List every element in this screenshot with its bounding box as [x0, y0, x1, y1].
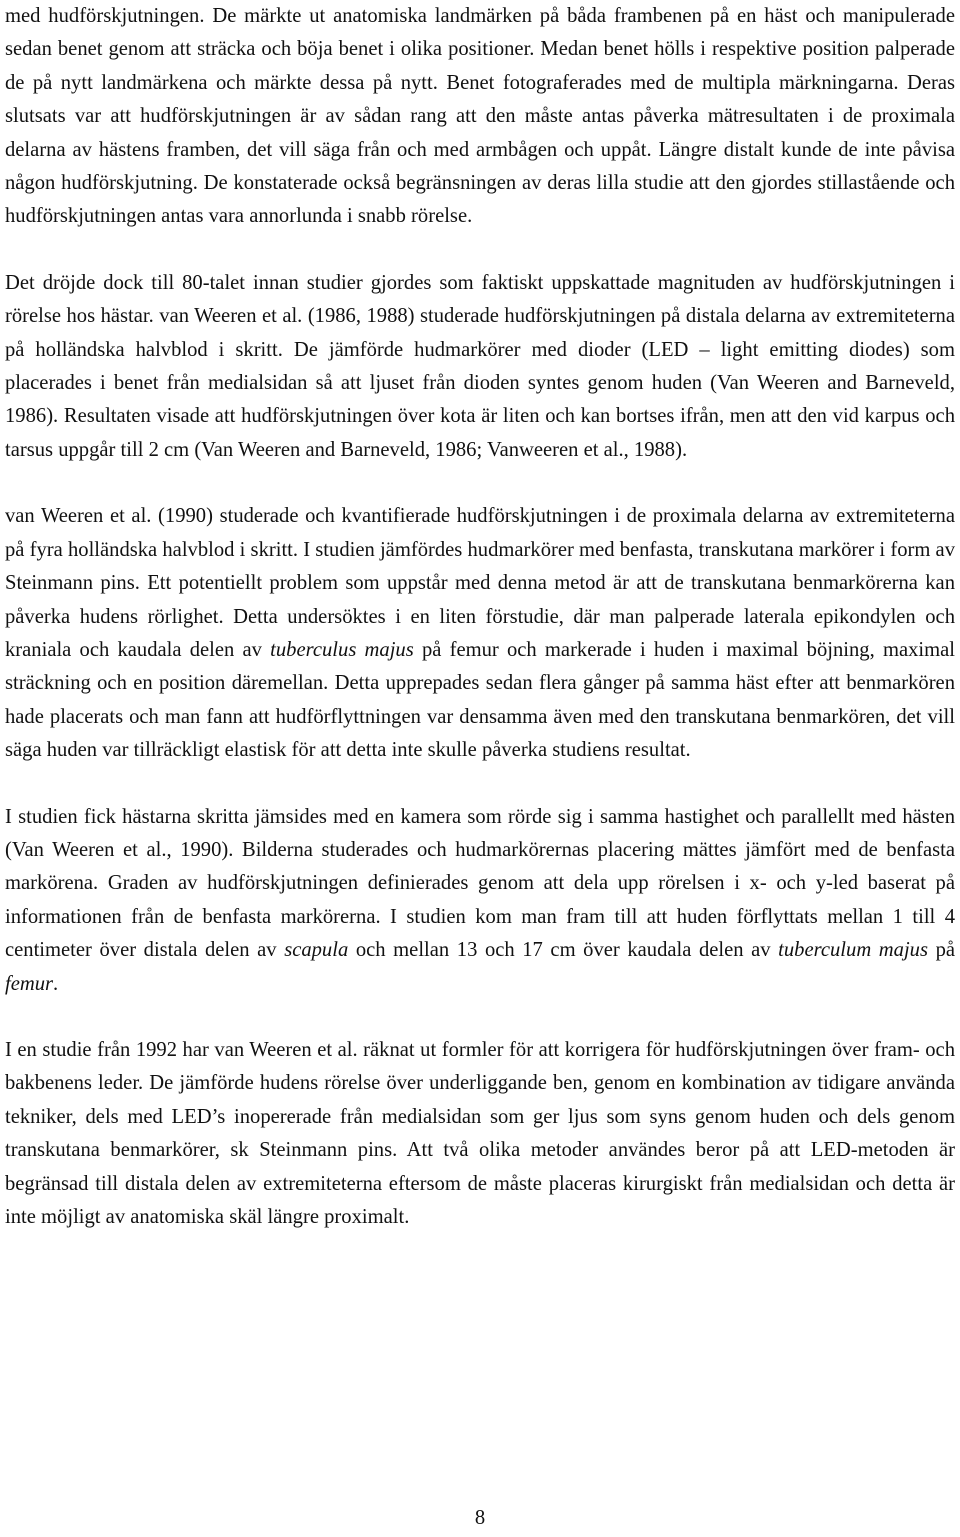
paragraph-1 — [5, 0, 955, 234]
paragraph-3-term-tuberculus-majus: tuberculus majus — [270, 638, 414, 661]
document-page — [5, 0, 955, 1234]
paragraph-4-text-c: på — [927, 939, 956, 962]
paragraph-4-text-b: och mellan 13 och 17 cm över kaudala delen av — [348, 939, 779, 962]
page-number: 8 — [474, 1507, 486, 1529]
paragraph-3-text-b: på femur och markerade i huden i maximal böjning, maximal sträckning och en position däremellan. Detta upprepades sedan flera gånger på samma häst efter att benmarkören hade placerats och man fann att hudförflyttningen var densamma även med den transkutana benmarkören, det vill säga huden var tillräckligt elastisk för att detta inte skulle påverka studiens resultat. — [5, 638, 955, 762]
paragraph-4 — [5, 801, 955, 1001]
paragraph-4-text-a: I studien fick hästarna skritta jämsides med en kamera som rörde sig i samma hastighet och parallellt med hästen (Van Weeren et al., 1990). Bilderna studerades och hudmarkörernas placering mättes jämfört med de benfasta markörena. Graden av hudförskjutningen definierades genom att dela upp rörelsen i x- och y-led baserat på informationen från de benfasta markörerna. I studien kom man fram till att huden förflyttats mellan 1 till 4 centimeter över distala delen av — [5, 805, 955, 962]
paragraph-2-text: Det dröjde dock till 80-talet innan studier gjordes som faktiskt uppskattade magnituden av hudförskjutningen i rörelse hos hästar. van Weeren et al. (1986, 1988) studerade hudförskjutningen på distala delarna av extremiteterna på holländska halvblod i skritt. De jämförde hudmarkörer med dioder (LED – light emitting diodes) som placerades i benet från medialsidan så att ljuset från dioden syntes genom huden (Van Weeren and Barneveld, 1986). Resultaten visade att hudförskjutningen över kota är liten och kan bortses ifrån, men att den vid karpus och tarsus uppgår till 2 cm (Van Weeren and Barneveld, 1986; Vanweeren et al., 1988). — [5, 271, 955, 461]
paragraph-3 — [5, 500, 955, 767]
paragraph-4-term-femur: femur — [5, 972, 54, 995]
paragraph-5-text: I en studie från 1992 har van Weeren et al. räknat ut formler för att korrigera för hudförskjutningen över fram- och bakbenens leder. De jämförde hudens rörelse över underliggande ben, genom en kombination av tidigare använda tekniker, dels med LED’s inopererade från medialsidan som ger ljus som syns genom huden och dels genom transkutana benmarkörer, sk Steinmann pins. Att två olika metoder användes beror på att LED-metoden är begränsad till distala delen av extremiteterna eftersom de måste placeras kirurgiskt från medialsidan och detta är inte möjligt av anatomiska skäl längre proximalt. — [5, 1038, 955, 1228]
paragraph-3-text-a: van Weeren et al. (1990) studerade och kvantifierade hudförskjutningen i de proximala delarna av extremiteterna på fyra holländska halvblod i skritt. I studien jämfördes hudmarkörer med benfasta, transkutana markörer i form av Steinmann pins. Ett potentiellt problem som uppstår med denna metod är att de transkutana benmarkörerna kan påverka hudens rörlighet. Detta undersöktes i en liten förstudie, där man palperade laterala epikondylen och kraniala och kaudala delen av — [5, 505, 955, 661]
paragraph-4-term-scapula: scapula — [284, 939, 349, 962]
paragraph-5 — [5, 1034, 955, 1234]
paragraph-1-text: med hudförskjutningen. De märkte ut anatomiska landmärken på båda frambenen på en häst och manipulerade sedan benet genom att sträcka och böja benet i olika positioner. Medan benet hölls i respektive position palperade de på nytt landmärkena och märkte dessa på nytt. Benet fotograferades med de multipla märkningarna. Deras slutsats var att hudförskjutningen är av sådan rang att den måste antas påverka mätresultaten i de proximala delarna av hästens framben, det vill säga från och med armbågen och uppåt. Längre distalt kunde de inte påvisa någon hudförskjutning. De konstaterade också begränsningen av deras lilla studie att den gjordes stillastående och hudförskjutningen antas vara annorlunda i snabb rörelse. — [5, 5, 955, 228]
paragraph-2 — [5, 267, 955, 467]
paragraph-4-term-tuberculum-majus: tuberculum majus — [778, 939, 928, 962]
paragraph-4-text-d: . — [53, 972, 59, 995]
